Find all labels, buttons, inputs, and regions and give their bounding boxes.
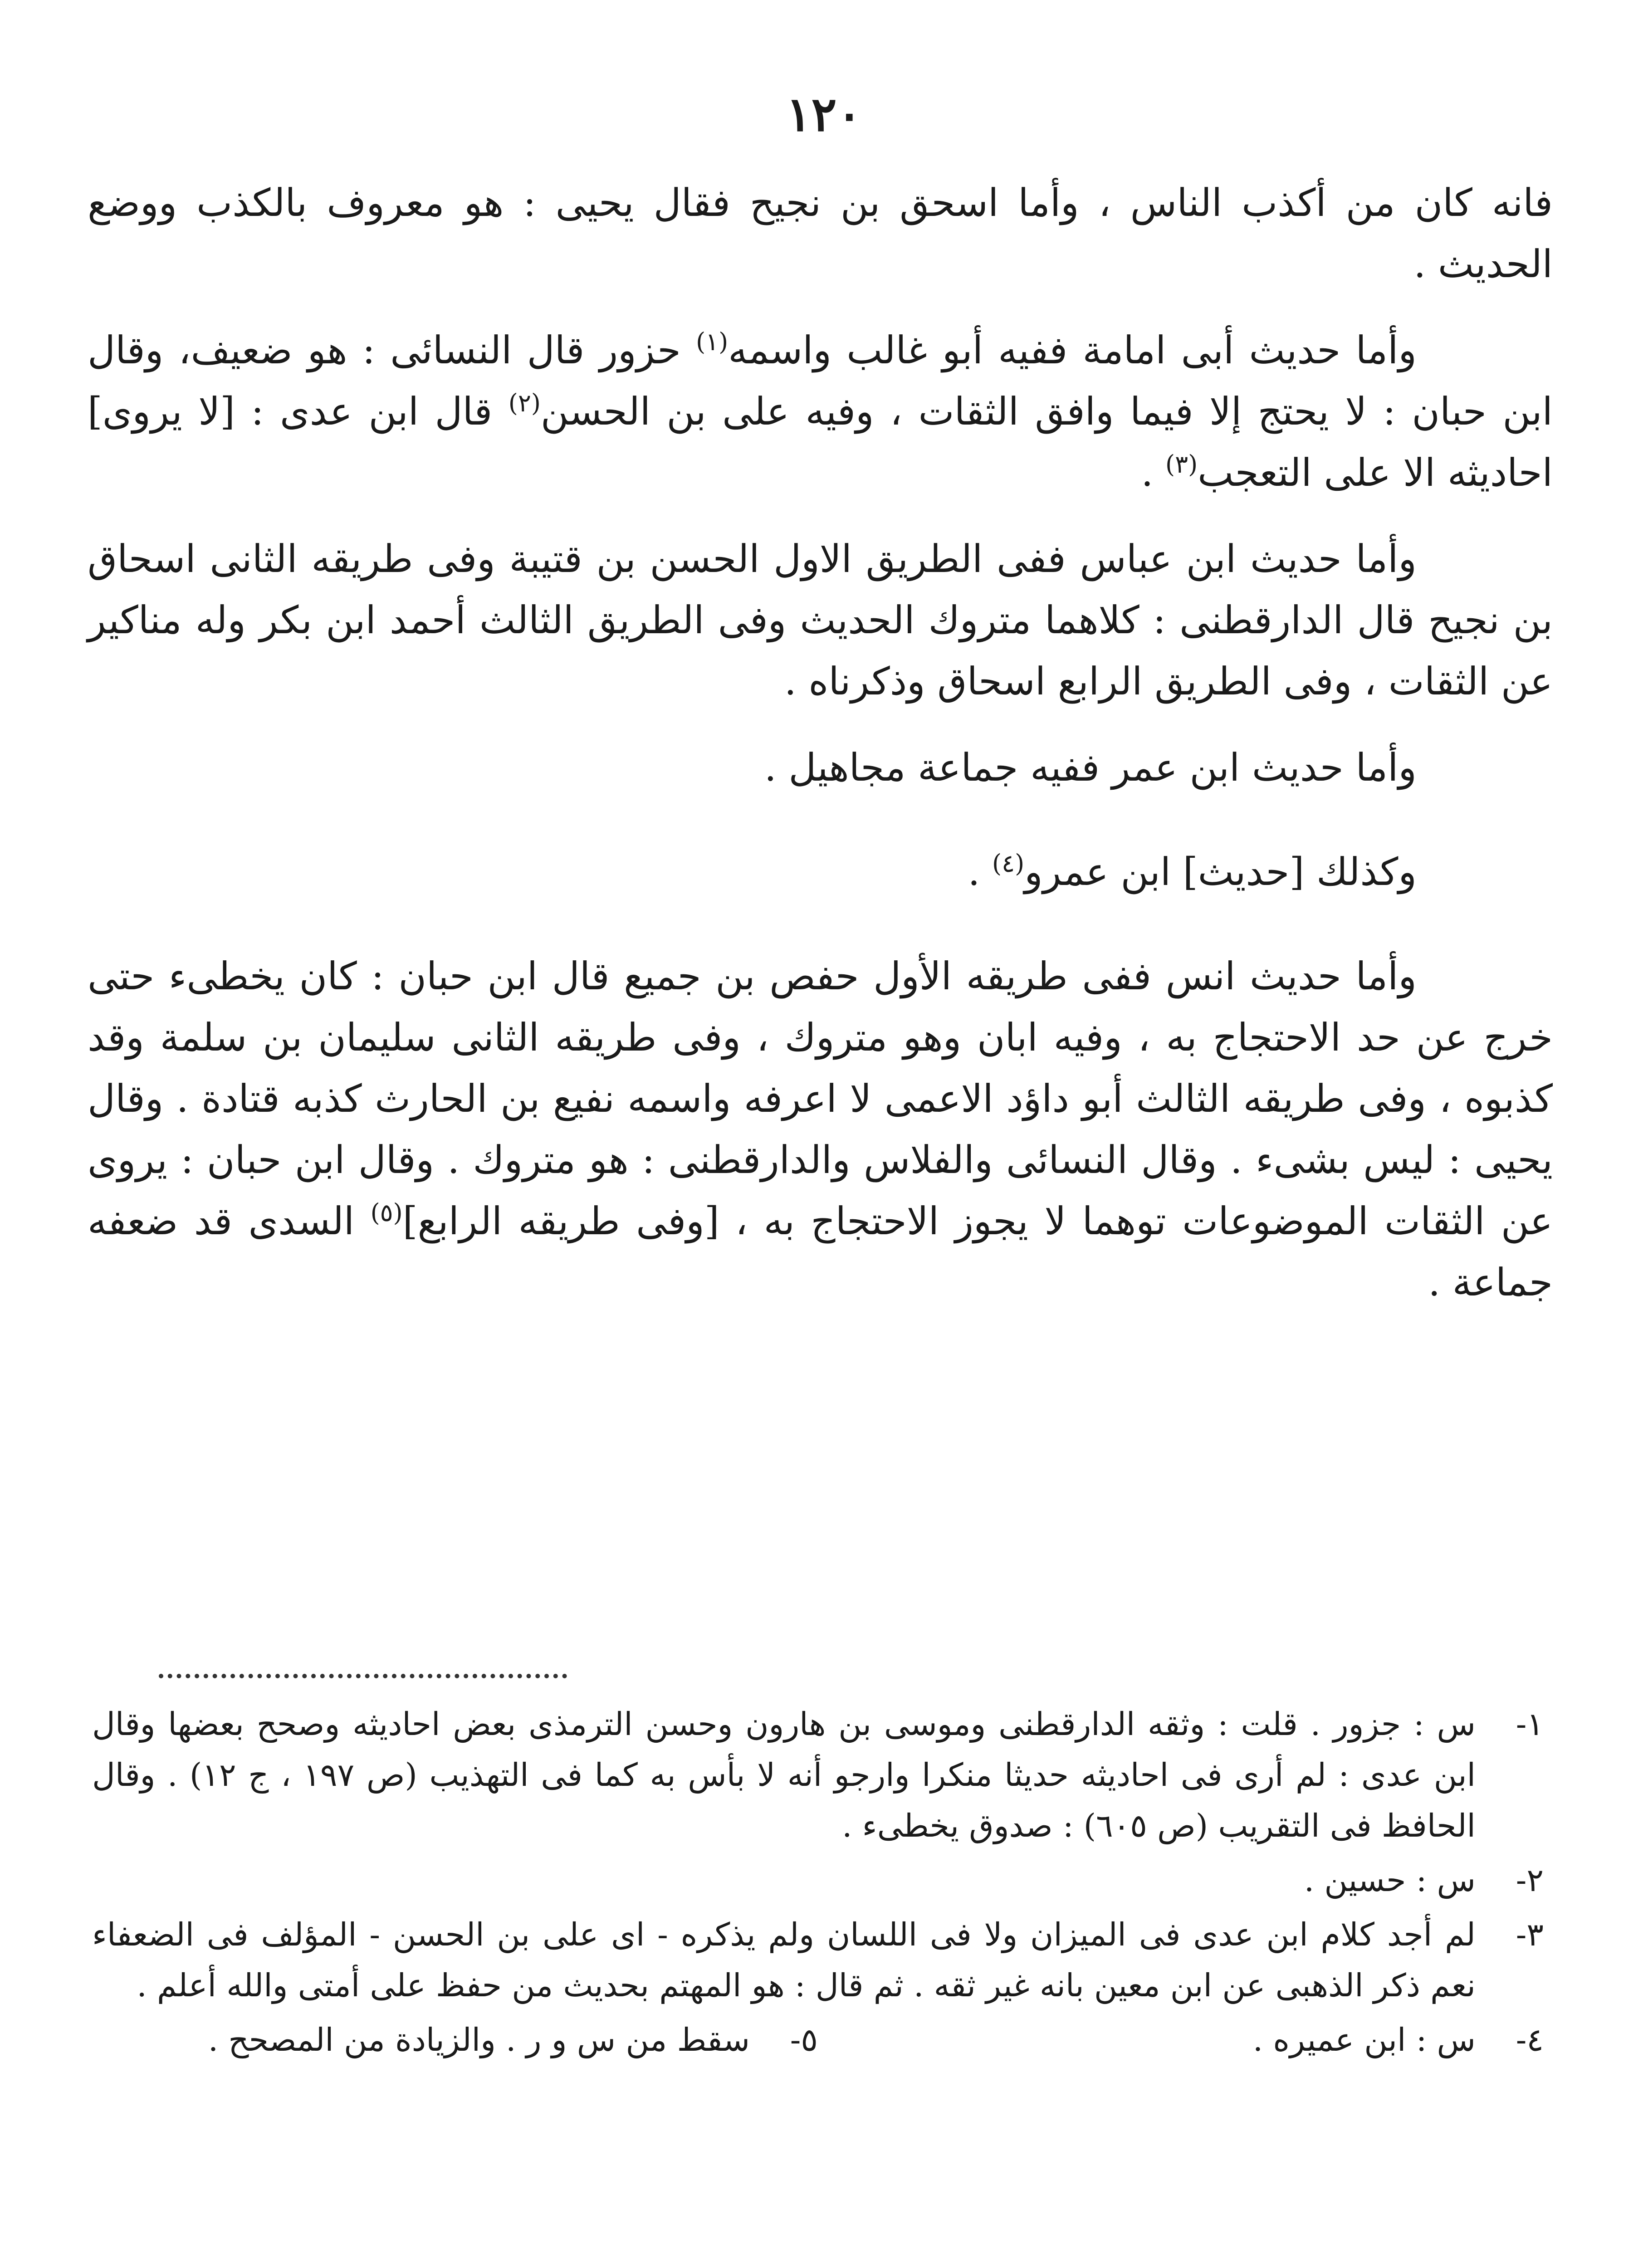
- paragraph-4: وأما حديث ابن عمر ففيه جماعة مجاهيل .: [764, 745, 1417, 790]
- paragraph-5-part-2: .: [968, 850, 992, 894]
- footnote-4: [818, 2014, 1544, 2065]
- paragraph-2: [88, 320, 1553, 503]
- footnote-2: [92, 1855, 1544, 1906]
- footnote-ref-3: (٣): [1165, 450, 1198, 479]
- footnote-3-number: ٣-: [1516, 1916, 1544, 1953]
- page-number: ١٢٠: [786, 86, 862, 142]
- paragraph-2-part-3: قال ابن عدى : [لا يروى] احاديثه الا على التعجب: [88, 389, 1553, 495]
- paragraph-2-part-2: حزور قال النسائى : هو ضعيف، وقال ابن حبان : لا يحتج إلا فيما وافق الثقات ، وفيه على بن الحسن: [88, 328, 1553, 434]
- footnote-1-number: ١-: [1516, 1706, 1544, 1743]
- footnotes: [92, 1699, 1544, 2069]
- footnote-ref-1: (١): [696, 327, 729, 356]
- footnote-1: [92, 1699, 1544, 1851]
- main-text: [88, 172, 1553, 1338]
- paragraph-2-part-1: وأما حديث أبى امامة ففيه أبو غالب واسمه: [728, 328, 1417, 372]
- paragraph-6-part-2: السدى قد ضعفه جماعة .: [88, 1199, 1553, 1305]
- footnote-5-text: سقط من س و ر . والزيادة من المصحح .: [208, 2021, 750, 2058]
- paragraph-3: وأما حديث ابن عباس ففى الطريق الاول الحسن بن قتيبة وفى طريقه الثانى اسحاق بن نجيح قال الدارقطنى : كلاهما متروك الحديث وفى الطريق الثالث أحمد ابن بكر وله مناكير عن الثقات ، وفى الطريق الرابع اسحاق وذكرناه .: [88, 537, 1553, 704]
- footnote-1-text: س : جزور . قلت : وثقه الدارقطنى وموسى بن هارون وحسن الترمذى بعض احاديثه وصحح بعضها وقال ابن عدى : لم أرى فى احاديثه حديثا منكرا وارجو أنه لا بأس به كما فى التهذيب (ص ١٩٧ ، ج ١٢) . وقال الحافظ فى التقريب (ص ٦٠٥) : صدوق يخطىء .: [92, 1706, 1476, 1844]
- paragraph-5: [88, 841, 1553, 903]
- paragraph-2-part-4: .: [1141, 450, 1165, 495]
- footnote-4-number: ٤-: [1516, 2021, 1544, 2058]
- footnote-3: [92, 1909, 1544, 2011]
- paragraph-5-part-1: وكذلك [حديث] ابن عمرو: [1024, 850, 1417, 894]
- footnotes-4-5: [92, 2014, 1544, 2069]
- footnote-ref-5: (٥): [370, 1198, 403, 1227]
- footnote-2-text: س : حسين .: [1304, 1862, 1476, 1899]
- footnote-4-text: س : ابن عميره .: [1252, 2021, 1476, 2058]
- footnote-divider: [159, 1674, 567, 1678]
- paragraph-6-part-1: وأما حديث انس ففى طريقه الأول حفص بن جميع قال ابن حبان : كان يخطىء حتى خرج عن حد الاحتجاج به ، وفيه ابان وهو متروك ، وفى طريقه الثانى سليمان بن سلمة وقد كذبوه ، وفى طريقه الثالث أبو داؤد الاعمى لا اعرفه واسمه نفيع بن الحارث كذبه قتادة . وقال يحيى : ليس بشىء . وقال النسائى والفلاس والدارقطنى : هو متروك . وقال ابن حبان : يروى عن الثقات الموضوعات توهما لا يجوز الاحتجاج به ، [وفى طريقه الرابع]: [88, 954, 1553, 1243]
- footnote-3-text: لم أجد كلام ابن عدى فى الميزان ولا فى اللسان ولم يذكره - اى على بن الحسن - المؤلف فى الضعفاء نعم ذكر الذهبى عن ابن معين بانه غير ثقه . ثم قال : هو المهتم بحديث من حفظ على أمتى والله أعلم .: [92, 1916, 1476, 2004]
- footnote-5-number: ٥-: [790, 2021, 818, 2058]
- paragraph-1: فانه كان من أكذب الناس ، وأما اسحق بن نجيح فقال يحيى : هو معروف بالكذب ووضع الحديث .: [88, 181, 1553, 286]
- footnote-ref-2: (٢): [508, 389, 541, 417]
- paragraph-6: [88, 946, 1553, 1313]
- footnote-ref-4: (٤): [992, 849, 1025, 878]
- footnote-2-number: ٢-: [1516, 1862, 1544, 1899]
- footnote-5: [92, 2014, 818, 2065]
